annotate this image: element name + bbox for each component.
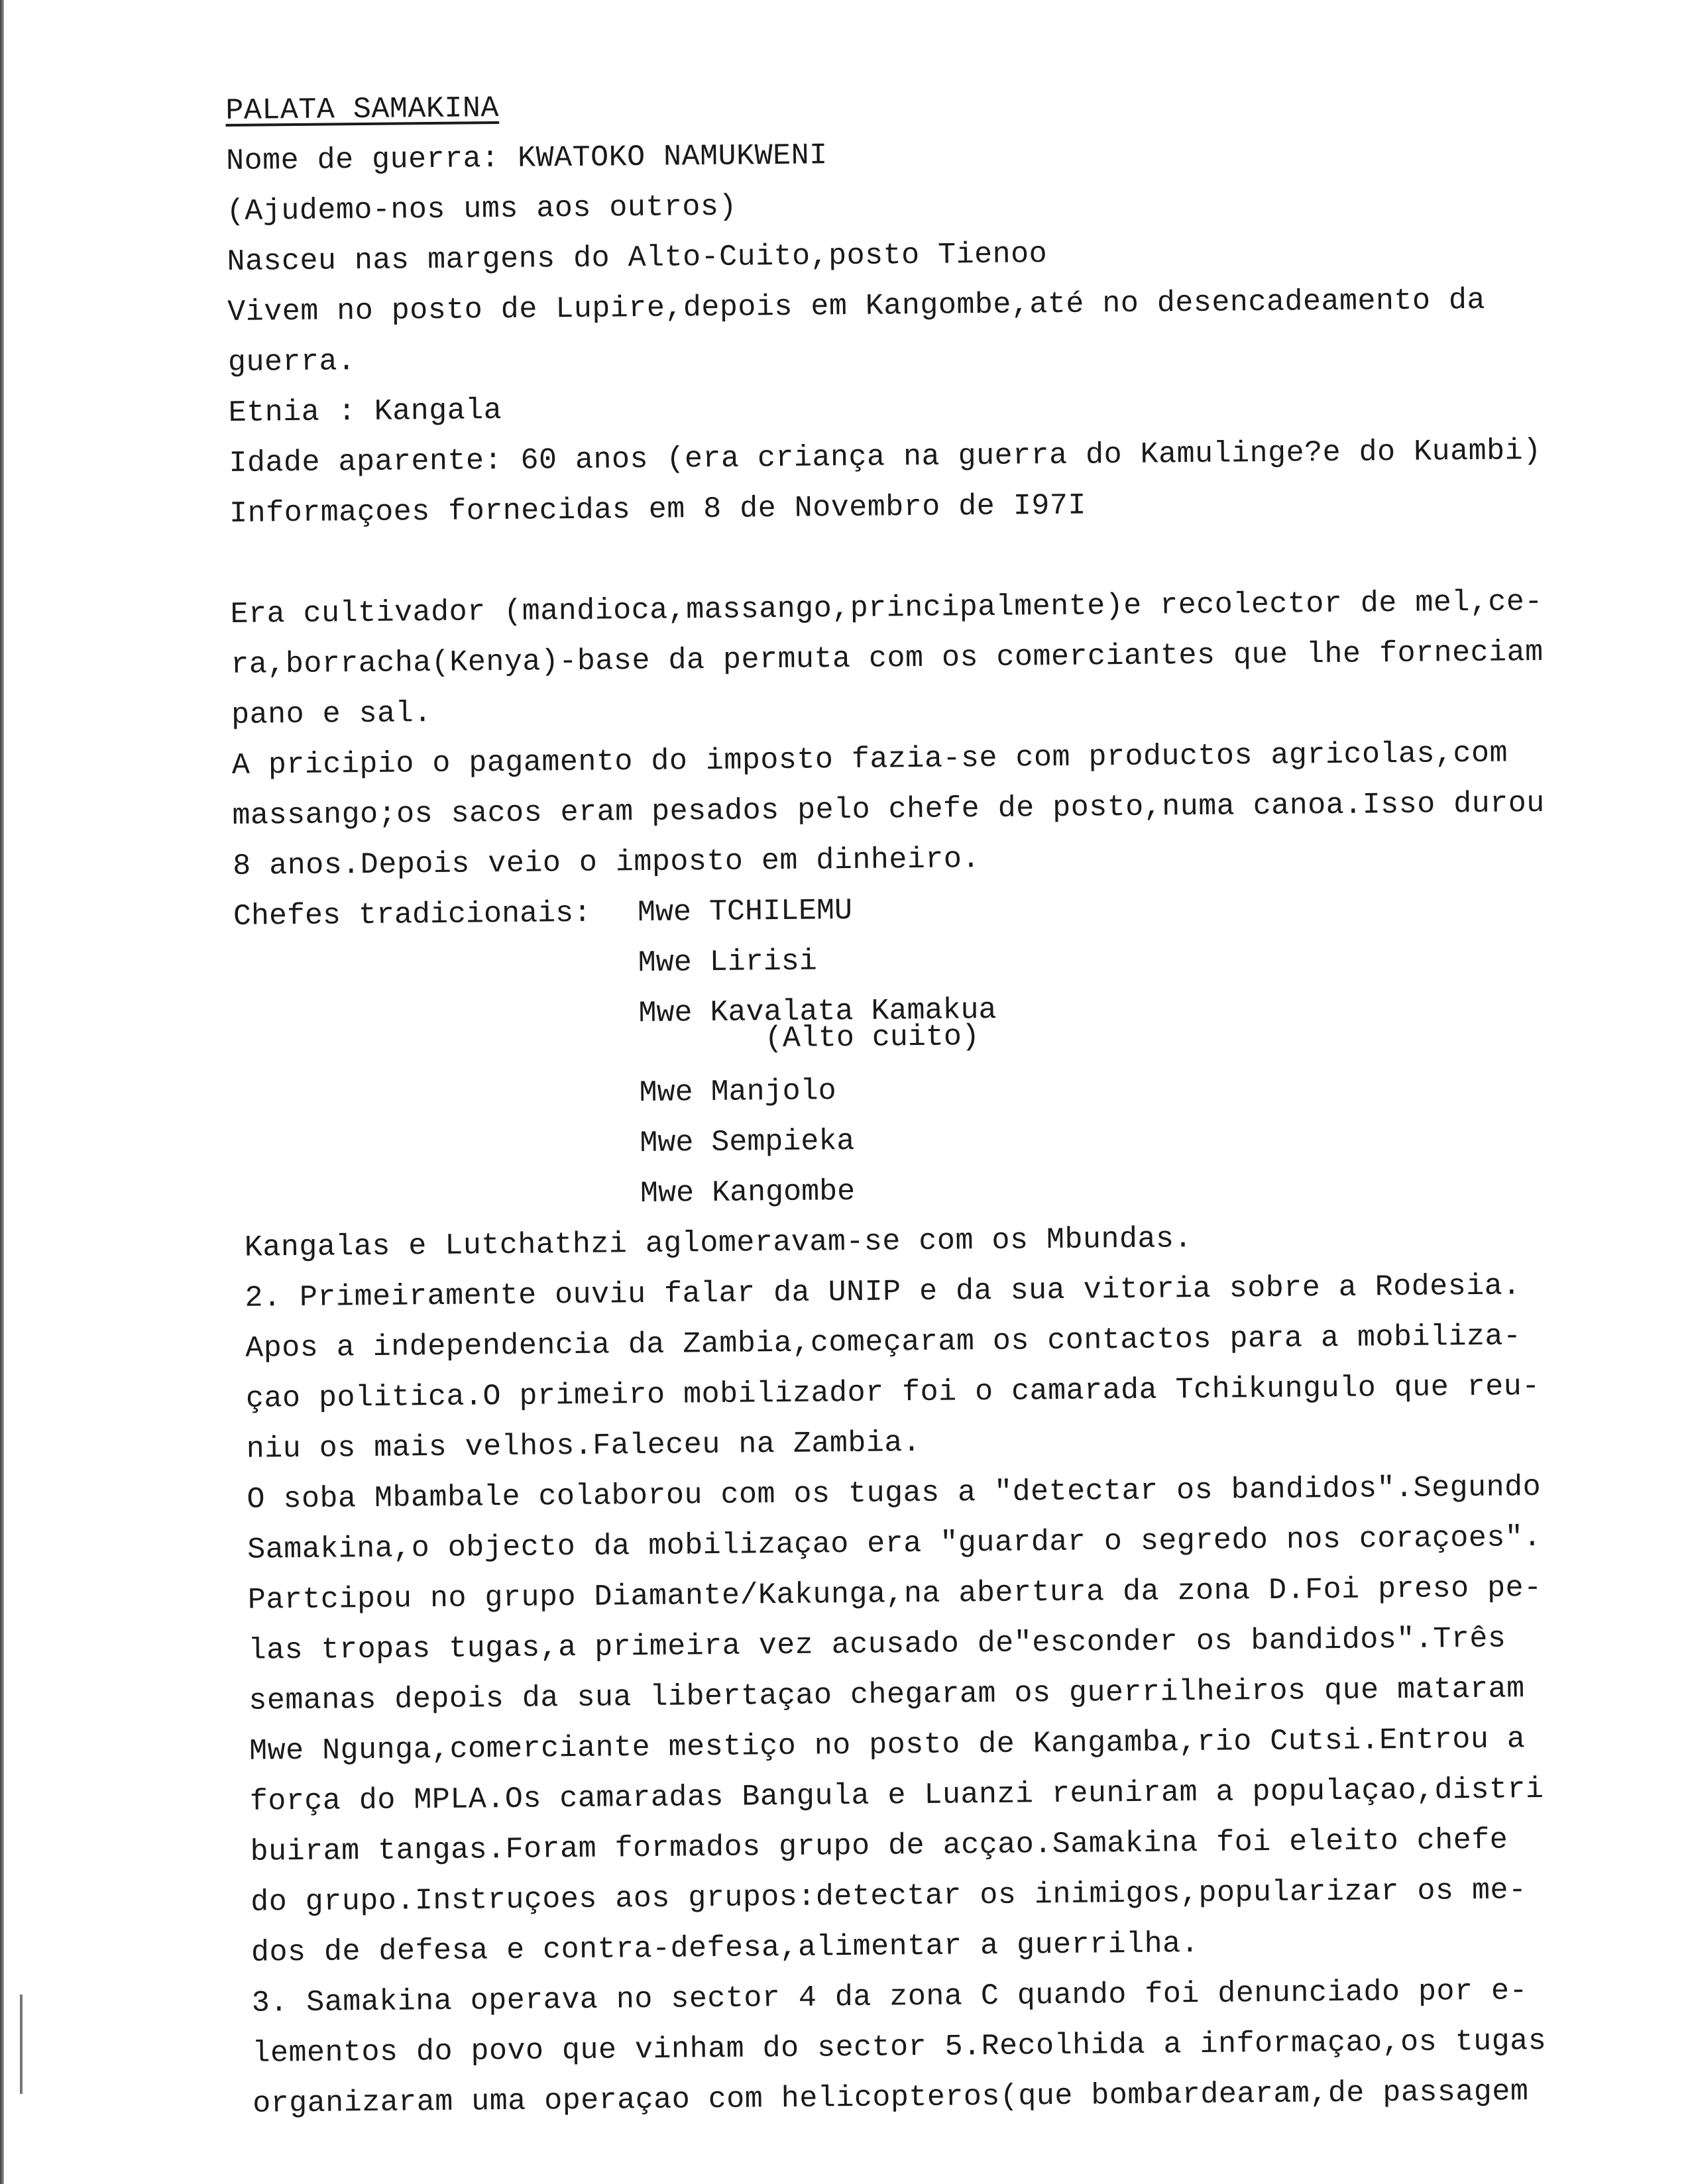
info-date: Informaçoes fornecidas em 8 de Novembro de I97I: [229, 488, 1087, 531]
text-line: A pricipio o pagamento do imposto fazia-se com productos agricolas,com: [231, 736, 1508, 783]
ethnicity: Etnia : Kangala: [228, 394, 502, 430]
chief-name: Mwe Lirisi: [638, 944, 818, 981]
birthplace: Nasceu nas margens do Alto-Cuito,posto Tienoo: [227, 237, 1048, 279]
text-line: força do MPLA.Os camaradas Bangula e Luanzi reuniram a populaçao,distri: [249, 1773, 1544, 1819]
text-line: Apos a independencia da Zambia,começaram os contactos para a mobiliza-: [245, 1319, 1522, 1366]
text-line: Samakina,o objecto da mobilizaçao era "guardar o segredo nos coraçoes".: [247, 1521, 1542, 1567]
chief-note: (Alto cuito): [764, 1020, 980, 1056]
text-line: Partcipou no grupo Diamante/Kakunga,na abertura da zona D.Foi preso pe-: [247, 1571, 1542, 1617]
text-line: dos de defesa e contra-defesa,alimentar a guerrilha.: [251, 1927, 1200, 1970]
text-line: çao politica.O primeiro mobilizador foi o camarada Tchikungulo que reu-: [245, 1370, 1540, 1416]
text-line: 3. Samakina operava no sector 4 da zona C quando foi denunciado por e-: [251, 1974, 1528, 2020]
text-line: semanas depois da sua libertaçao chegaram os guerrilheiros que mataram: [249, 1672, 1525, 1718]
residence-line-2: guerra.: [227, 345, 356, 380]
chief-name: Mwe TCHILEMU: [637, 893, 853, 930]
chiefs-label: Chefes tradicionais:: [233, 896, 592, 934]
text-line: niu os mais velhos.Faleceu na Zambia.: [246, 1426, 921, 1466]
text-line: 2. Primeiramente ouviu falar da UNIP e da sua vitoria sobre a Rodesia.: [245, 1269, 1522, 1315]
text-line: las tropas tugas,a primeira vez acusado de"esconder os bandidos".Três: [248, 1621, 1506, 1668]
chief-name: Mwe Kavalata Kamakua: [638, 993, 997, 1031]
name-translation: (Ajudemo-nos ums aos outros): [226, 190, 738, 229]
text-line: Mwe Ngunga,comerciante mestiço no posto de Kangamba,rio Cutsi.Entrou a: [249, 1722, 1526, 1769]
text-line: do grupo.Instruçoes aos grupos:detectar os inimigos,popularizar os me-: [251, 1873, 1527, 1920]
nome-de-guerra: Nome de guerra: KWATOKO NAMUKWENI: [225, 138, 828, 178]
text-line: massango;os sacos eram pesados pelo chefe de posto,numa canoa.Isso durou: [232, 786, 1546, 833]
chiefs-list: [233, 878, 1655, 1223]
section-1: [230, 576, 1651, 892]
apparent-age: Idade aparente: 60 anos (era criança na guerra do Kamulinge?e do Kuambi): [229, 433, 1542, 480]
text-line: pano e sal.: [231, 696, 432, 732]
document-title: PALATA SAMAKINA: [225, 91, 500, 128]
document-page: [225, 72, 1663, 2129]
text-line: ra,borracha(Kenya)-base da permuta com os comerciantes que lhe forneciam: [231, 635, 1544, 682]
text-line: organizaram uma operaçao com helicopteros(que bombardearam,de passagem: [252, 2075, 1529, 2121]
text-line: 8 anos.Depois veio o imposto em dinheiro.: [233, 842, 981, 883]
chief-name: Mwe Sempieka: [640, 1124, 855, 1161]
scan-edge-left: [0, 0, 4, 2184]
residence-line-1: Vivem no posto de Lupire,depois em Kangombe,até no desencadeamento da: [227, 283, 1486, 329]
text-line: lementos do povo que vinham do sector 5.Recolhida a informaçao,os tugas: [252, 2024, 1547, 2071]
text-line: O soba Mbambale colaborou com os tugas a "detectar os bandidos".Segundo: [247, 1470, 1542, 1517]
text-line: Era cultivador (mandioca,massango,principalmente)e recolector de mel,ce-: [230, 584, 1544, 631]
text-line: buiram tangas.Foram formados grupo de acçao.Samakina foi eleito chefe: [250, 1823, 1508, 1869]
chief-name: Mwe Manjolo: [639, 1074, 836, 1111]
section-2: [244, 1209, 1663, 2129]
chief-name: Mwe Kangombe: [640, 1174, 856, 1211]
scan-mark: [20, 1994, 23, 2094]
text-line: Kangalas e Lutchathzi aglomeravam-se com os Mbundas.: [244, 1222, 1193, 1265]
